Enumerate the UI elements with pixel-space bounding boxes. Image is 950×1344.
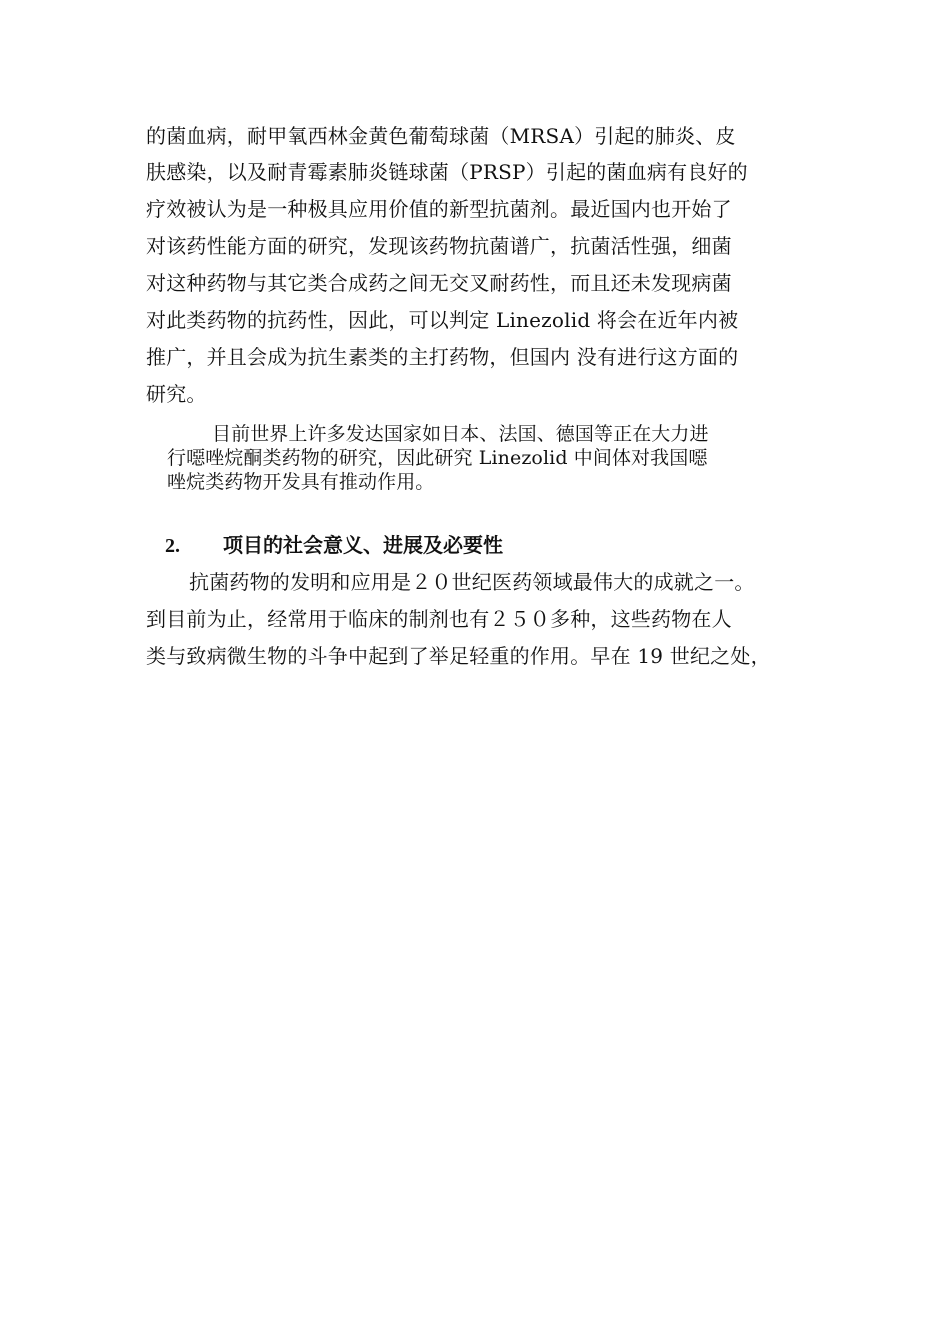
text-line: 唑烷类药物开发具有推动作用。 <box>167 471 435 493</box>
text-line: 对这种药物与其它类合成药之间无交叉耐药性，而且还未发现病菌 <box>146 271 732 295</box>
section-heading <box>165 532 503 559</box>
text-line: 行噁唑烷酮类药物的研究，因此研究 Linezolid 中间体对我国噁 <box>167 447 708 469</box>
section-number: 2. <box>165 535 180 557</box>
text-line: 目前世界上许多发达国家如日本、法国、德国等正在大力进 <box>212 423 709 445</box>
text-line: 研究。 <box>146 382 207 406</box>
section-title: 项目的社会意义、进展及必要性 <box>223 533 503 557</box>
text-line: 对该药性能方面的研究，发现该药物抗菌谱广，抗菌活性强，细菌 <box>146 234 732 258</box>
text-line: 肤感染，以及耐青霉素肺炎链球菌（PRSP）引起的菌血病有良好的 <box>146 160 748 184</box>
text-line: 疗效被认为是一种极具应用价值的新型抗菌剂。最近国内也开始了 <box>146 197 732 221</box>
text-line: 推广，并且会成为抗生素类的主打药物，但国内 没有进行这方面的 <box>146 345 739 369</box>
text-line: 对此类药物的抗药性，因此，可以判定 Linezolid 将会在近年内被 <box>146 308 739 332</box>
text-line: 类与致病微生物的斗争中起到了举足轻重的作用。早在 19 世纪之处， <box>146 644 771 668</box>
text-line: 到目前为止，经常用于临床的制剂也有２５０多种，这些药物在人 <box>146 607 732 631</box>
text-line: 的菌血病，耐甲氧西林金黄色葡萄球菌（MRSA）引起的肺炎、皮 <box>146 124 736 148</box>
text-line: 抗菌药物的发明和应用是２０世纪医药领域最伟大的成就之一。 <box>189 570 755 594</box>
